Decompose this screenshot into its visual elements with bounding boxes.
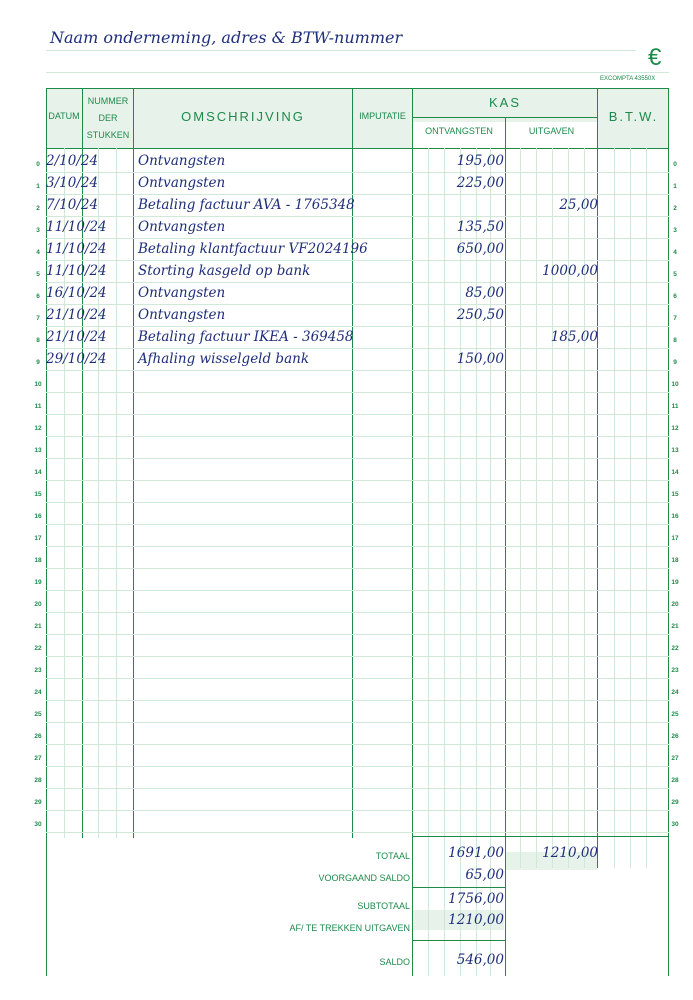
row-line [46,722,669,723]
entry-date: 7/10/24 [46,197,99,213]
row-line [46,788,669,789]
table-right-border [668,88,669,976]
entry-date: 16/10/24 [46,285,107,301]
row-number-left: 0 [36,161,40,168]
entry-date: 11/10/24 [46,241,107,257]
entry-ontvangsten: 135,50 [456,219,504,235]
row-number-right: 0 [673,161,677,168]
totals-top-border [412,836,669,837]
row-number-left: 5 [36,271,40,278]
entry-date: 21/10/24 [46,329,107,345]
row-number-right: 19 [671,579,679,586]
entry-description: Ontvangsten [138,153,226,169]
totaal-uitgaven: 1210,00 [542,845,598,861]
entry-ontvangsten [412,327,504,347]
col-imputatie: IMPUTATIE [359,111,406,121]
row-number-right: 1 [673,183,677,190]
row-line [46,414,669,415]
totaal-ontvangsten: 1691,00 [448,845,504,861]
row-line [46,678,669,679]
row-number-right: 23 [671,667,679,674]
af-trekken-value: 1210,00 [448,912,504,928]
row-line [46,590,669,591]
row-number-right: 7 [673,315,677,322]
row-number-right: 30 [671,821,679,828]
row-line [46,524,669,525]
header-bottom-border [46,148,669,149]
entry-date: 29/10/24 [46,351,107,367]
entry-ontvangsten [412,195,504,215]
row-number-left: 23 [34,667,42,674]
row-number-left: 9 [36,359,40,366]
row-number-right: 14 [671,469,679,476]
row-number-right: 29 [671,799,679,806]
row-number-left: 20 [34,601,42,608]
row-line [46,700,669,701]
company-line-1 [46,50,636,51]
row-number-right: 13 [671,447,679,454]
row-number-left: 4 [36,249,40,256]
row-number-left: 6 [36,293,40,300]
entry-uitgaven [506,151,598,171]
af-trekken-label: AF/ TE TREKKEN UITGAVEN [289,923,410,933]
row-number-right: 9 [673,359,677,366]
entry-description: Betaling klantfactuur VF2024196 [138,241,368,257]
row-number-right: 24 [671,689,679,696]
row-number-right: 27 [671,755,679,762]
row-number-left: 15 [34,491,42,498]
row-line [46,766,669,767]
row-number-right: 22 [671,645,679,652]
voorgaand-saldo-value: 65,00 [465,867,504,883]
row-line [46,370,669,371]
entry-uitgaven [506,349,598,369]
row-number-right: 6 [673,293,677,300]
row-line [46,392,669,393]
row-number-left: 16 [34,513,42,520]
row-line [46,612,669,613]
row-number-left: 17 [34,535,42,542]
entry-ontvangsten: 150,00 [456,351,504,367]
row-number-right: 8 [673,337,677,344]
col-nummer-2: DER [98,113,118,123]
col-uitgaven: UITGAVEN [528,126,575,136]
entry-description: Ontvangsten [138,285,226,301]
subtotaal-value: 1756,00 [448,891,504,907]
row-number-right: 20 [671,601,679,608]
row-number-left: 27 [34,755,42,762]
entry-date: 11/10/24 [46,263,107,279]
totaal-label: TOTAAL [375,851,410,861]
entry-ontvangsten: 250,50 [456,307,504,323]
row-number-left: 26 [34,733,42,740]
row-line [46,634,669,635]
row-number-right: 18 [671,557,679,564]
row-number-left: 1 [36,183,40,190]
company-info-label: Naam onderneming, adres & BTW-nummer [50,28,403,47]
row-number-right: 11 [671,403,679,410]
voorgaand-underline [412,887,505,888]
form-code: EXCOMPTA 43550X [600,76,656,82]
row-line [46,502,669,503]
guide-3 [116,148,117,838]
row-number-left: 2 [36,205,40,212]
col-datum: DATUM [48,111,80,121]
entry-description: Betaling factuur IKEA - 369458 [138,329,354,345]
col-nummer-1: NUMMER [87,96,129,106]
saldo-label: SALDO [379,957,410,967]
col-kas: KAS [488,95,521,110]
stukken-divider [133,88,134,838]
row-number-right: 28 [671,777,679,784]
row-number-left: 29 [34,799,42,806]
row-line [46,568,669,569]
entry-date: 3/10/24 [46,175,99,191]
entry-ontvangsten: 225,00 [456,175,504,191]
row-line [46,480,669,481]
entry-uitgaven: 1000,00 [542,263,598,279]
row-number-right: 2 [673,205,677,212]
entry-description: Ontvangsten [138,307,226,323]
row-line [46,744,669,745]
row-number-left: 28 [34,777,42,784]
company-line-2 [46,72,669,73]
row-number-left: 3 [36,227,40,234]
entry-uitgaven [506,173,598,193]
col-omschrijving: OMSCHRIJVING [181,109,305,124]
row-number-right: 26 [671,733,679,740]
row-number-left: 18 [34,557,42,564]
row-line [46,436,669,437]
entry-date: 21/10/24 [46,307,107,323]
entry-ontvangsten: 650,00 [456,241,504,257]
row-line [46,458,669,459]
voorgaand-saldo-label: VOORGAAND SALDO [318,873,410,883]
row-number-left: 12 [34,425,42,432]
guide-15 [630,148,631,868]
entry-description: Afhaling wisselgeld bank [138,351,309,367]
row-line [46,810,669,811]
row-number-left: 10 [34,381,42,388]
row-number-right: 3 [673,227,677,234]
saldo-value: 546,00 [456,952,504,968]
row-number-right: 16 [671,513,679,520]
entry-uitgaven: 185,00 [550,329,598,345]
row-number-left: 11 [34,403,42,410]
row-number-left: 13 [34,447,42,454]
row-number-left: 21 [34,623,42,630]
row-line [46,832,669,833]
entry-uitgaven [506,239,598,259]
row-number-left: 24 [34,689,42,696]
row-number-left: 30 [34,821,42,828]
entry-date: 2/10/24 [46,153,99,169]
entry-uitgaven [506,283,598,303]
entry-description: Betaling factuur AVA - 1765348 [138,197,355,213]
euro-icon: € [648,44,662,71]
col-ontvangsten: ONTVANGSTEN [425,126,493,136]
table-top-border [46,88,669,89]
row-number-left: 22 [34,645,42,652]
af-underline [412,940,505,941]
row-line [46,546,669,547]
entry-uitgaven [506,217,598,237]
row-number-right: 17 [671,535,679,542]
entry-ontvangsten [412,261,504,281]
entry-ontvangsten: 195,00 [456,153,504,169]
row-number-left: 7 [36,315,40,322]
col-btw: B.T.W. [608,109,659,124]
guide-16 [646,148,647,868]
entry-description: Ontvangsten [138,175,226,191]
guide-14 [614,148,615,868]
row-number-right: 21 [671,623,679,630]
col-nummer-3: STUKKEN [86,130,130,140]
row-line [46,656,669,657]
row-number-right: 25 [671,711,679,718]
row-number-right: 5 [673,271,677,278]
row-number-right: 12 [671,425,679,432]
row-number-right: 4 [673,249,677,256]
entry-description: Ontvangsten [138,219,226,235]
entry-description: Storting kasgeld op bank [138,263,311,279]
row-number-left: 19 [34,579,42,586]
row-number-left: 14 [34,469,42,476]
entry-uitgaven: 25,00 [559,197,598,213]
row-number-left: 25 [34,711,42,718]
entry-date: 11/10/24 [46,219,107,235]
subtotaal-label: SUBTOTAAL [357,901,410,911]
entry-uitgaven [506,305,598,325]
row-number-right: 10 [671,381,679,388]
entry-ontvangsten: 85,00 [465,285,504,301]
row-number-left: 8 [36,337,40,344]
row-number-right: 15 [671,491,679,498]
